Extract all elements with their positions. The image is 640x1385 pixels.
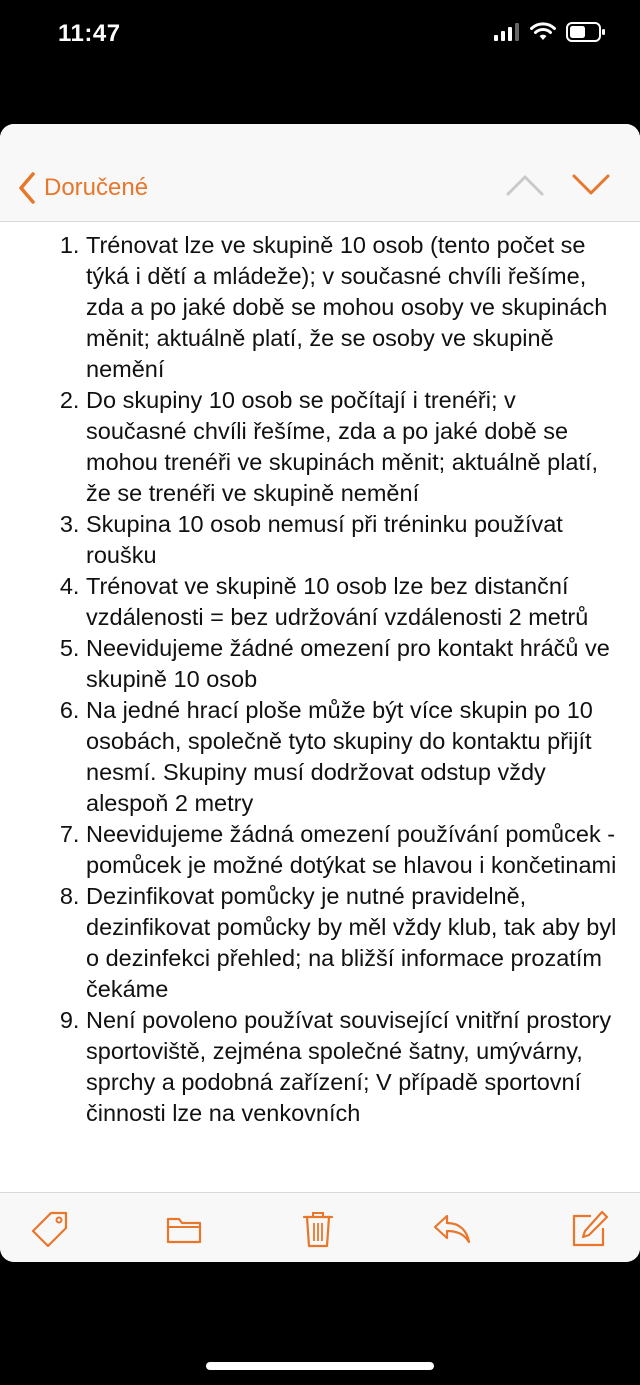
delete-button[interactable] <box>298 1209 338 1249</box>
list-item: 5. Neevidujeme žádné omezení pro kontakt hráčů ve skupině 10 osob <box>86 633 620 695</box>
tag-button[interactable] <box>30 1209 70 1249</box>
status-bar <box>0 0 640 70</box>
move-to-folder-button[interactable] <box>164 1209 204 1249</box>
compose-button[interactable] <box>570 1209 610 1249</box>
back-button-label: Doručené <box>44 174 149 201</box>
folder-icon <box>166 1214 202 1244</box>
chevron-up-icon <box>506 174 544 196</box>
list-item: 4. Trénovat ve skupině 10 osob lze bez distanční vzdálenosti = bez udržování vzdálenosti 2 metrů <box>86 571 620 633</box>
list-item: 9. Není povoleno používat související vnitřní prostory sportoviště, zejména společné šatny, umývárny, sprchy a podobná zařízení; V případě sportovní činnosti lze na venkovních <box>86 1005 620 1129</box>
list-item: 1. Trénovat lze ve skupině 10 osob (tento počet se týká i dětí a mládeže); v současné chvíli řešíme, zda a po jaké době se mohou osoby ve skupinách měnit; aktuálně platí, že se osoby ve skupině nemění <box>86 230 620 385</box>
rules-list <box>0 222 640 1129</box>
tag-icon <box>31 1210 69 1248</box>
navigation-bar <box>0 124 640 222</box>
status-icons <box>494 22 606 47</box>
trash-icon <box>302 1210 334 1248</box>
home-indicator[interactable] <box>206 1362 434 1370</box>
back-to-inbox-button[interactable] <box>18 172 148 204</box>
previous-message-button[interactable] <box>506 174 544 201</box>
reply-icon <box>433 1213 471 1245</box>
wifi-icon <box>530 22 556 47</box>
chevron-down-icon <box>572 174 610 196</box>
status-time: 11:47 <box>58 20 121 47</box>
message-body[interactable] <box>0 222 640 1192</box>
compose-icon <box>571 1210 609 1248</box>
reply-button[interactable] <box>432 1209 472 1249</box>
next-message-button[interactable] <box>572 174 610 201</box>
chevron-left-icon <box>18 172 36 204</box>
list-item: 2. Do skupiny 10 osob se počítají i trenéři; v současné chvíli řešíme, zda a po jaké době se mohou trenéři ve skupinách měnit; aktuálně platí, že se trenéři ve skupině nemění <box>86 385 620 509</box>
list-item: 8. Dezinfikovat pomůcky je nutné pravidelně, dezinfikovat pomůcky by měl vždy klub, tak aby byl o dezinfekci přehled; na bližší informace prozatím čekáme <box>86 881 620 1005</box>
cellular-signal-icon <box>494 23 520 46</box>
list-item: 7. Neevidujeme žádná omezení používání pomůcek - pomůcek je možné dotýkat se hlavou i končetinami <box>86 819 620 881</box>
message-navigation <box>506 174 610 201</box>
bottom-toolbar <box>0 1192 640 1262</box>
battery-icon <box>566 22 606 47</box>
message-sheet <box>0 124 640 1262</box>
list-item: 6. Na jedné hrací ploše může být více skupin po 10 osobách, společně tyto skupiny do kontaktu přijít nesmí. Skupiny musí dodržovat odstup vždy alespoň 2 metry <box>86 695 620 819</box>
list-item: 3. Skupina 10 osob nemusí při tréninku používat roušku <box>86 509 620 571</box>
